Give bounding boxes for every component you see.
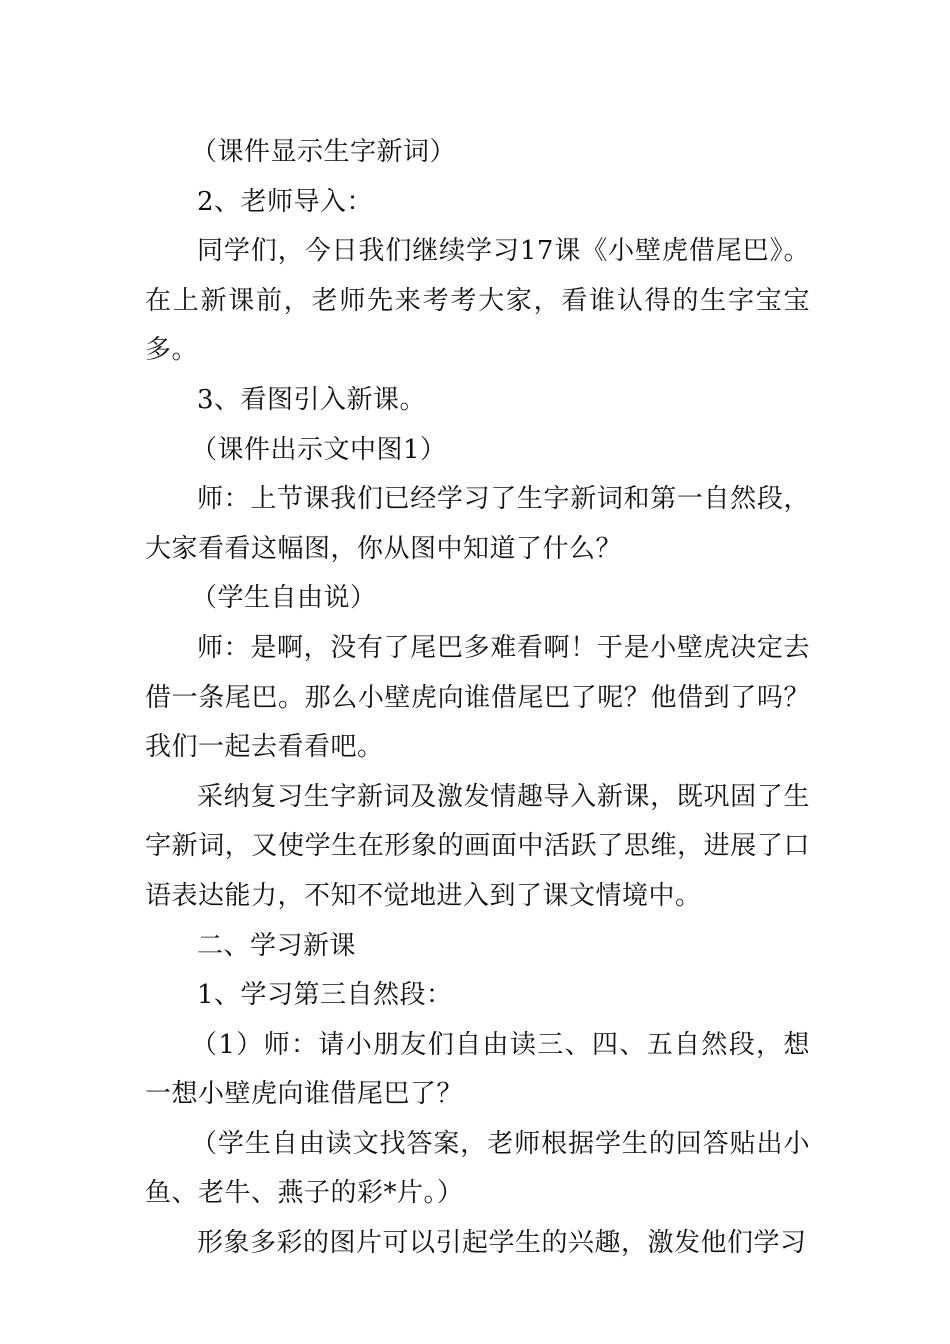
paragraph-courseware-figure: （课件出示文中图1）: [191, 434, 447, 465]
paragraph-picture-intro-heading: 3、看图引入新课。: [197, 384, 427, 415]
paragraph-teacher-intro-heading: 2、老师导入：: [197, 186, 374, 217]
paragraph-teacher-story: 师：是啊，没有了尾巴多难看啊！于是小壁虎决定去借一条尾巴。那么小壁虎向谁借尾巴了呢？他借到了吗？我们一起去看看吧。: [145, 632, 810, 763]
paragraph-students-talk: （学生自由说）: [191, 583, 377, 614]
paragraph-subsection-heading: 1、学习第三自然段：: [197, 980, 453, 1011]
paragraph-method-note: 采纳复习生字新词及激发情趣导入新课，既巩固了生字新词，又使学生在形象的画面中活跃了思维，进展了口语表达能力，不知不觉地进入到了课文情境中。: [145, 781, 810, 911]
document-body: [145, 128, 810, 1269]
paragraph-student-answers: （学生自由读文找答案，老师根据学生的回答贴出小鱼、老牛、燕子的彩*片。）: [145, 1128, 810, 1209]
paragraph-teacher-intro: 同学们，今日我们继续学习17课《小壁虎借尾巴》。在上新课前，老师先来考考大家，看谁认得的生字宝宝多。: [145, 236, 810, 366]
paragraph-courseware-note: （课件显示生字新词）: [191, 137, 457, 167]
paragraph-picture-interest: 形象多彩的图片可以引起学生的兴趣，激发他们学习: [197, 1228, 807, 1259]
paragraph-teacher-question: 师：上节课我们已经学习了生字新词和第一自然段，大家看看这幅图，你从图中知道了什么？: [145, 484, 810, 564]
paragraph-section-heading: 二、学习新课: [197, 930, 357, 961]
paragraph-reading-task: （1）师：请小朋友们自由读三、四、五自然段，想一想小壁虎向谁借尾巴了？: [145, 1029, 810, 1110]
